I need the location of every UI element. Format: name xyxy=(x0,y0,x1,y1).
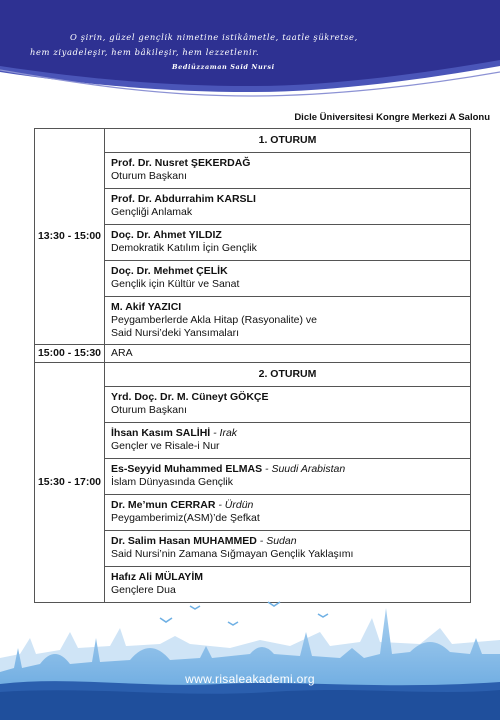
speaker-cell xyxy=(105,459,471,495)
speaker-topic: Oturum Başkanı xyxy=(111,170,187,182)
speaker-name: Es-Seyyid Muhammed ELMAS xyxy=(111,463,263,475)
speaker-cell xyxy=(105,387,471,423)
speaker-topic: Demokratik Katılım İçin Gençlik xyxy=(111,242,257,254)
speaker-name: Hafız Ali MÜLAYİM xyxy=(111,571,203,583)
break-row xyxy=(35,345,471,363)
speaker-country: - Suudi Arabistan xyxy=(262,463,346,475)
break-label: ARA xyxy=(105,345,471,363)
quote-line-1: O şirin, güzel gençlik nimetine istikâmetle, taatle şükretse, xyxy=(70,32,358,42)
session-header-row xyxy=(35,363,471,387)
quote-line-2: hem ziyadeleşir, hem bâkileşir, hem lezzetlenir. xyxy=(30,47,260,57)
session-2-time: 15:30 - 17:00 xyxy=(35,363,105,603)
speaker-cell xyxy=(105,189,471,225)
speaker-topic: Said Nursi’nin Zamana Sığmayan Gençlik Yaklaşımı xyxy=(111,548,354,560)
footer-skyline xyxy=(0,588,500,720)
break-time: 15:00 - 15:30 xyxy=(35,345,105,363)
speaker-country: - Irak xyxy=(210,427,238,439)
speaker-topic: Peygamberimiz(ASM)’de Şefkat xyxy=(111,512,260,524)
speaker-cell xyxy=(105,225,471,261)
speaker-cell xyxy=(105,153,471,189)
quote-author: Bediüzzaman Said Nursi xyxy=(172,63,275,71)
speaker-name: Prof. Dr. Abdurrahim KARSLI xyxy=(111,193,256,205)
venue-title: Dicle Üniversitesi Kongre Merkezi A Salonu xyxy=(294,112,490,123)
speaker-cell xyxy=(105,297,471,345)
quote xyxy=(30,30,495,75)
speaker-cell xyxy=(105,495,471,531)
speaker-cell xyxy=(105,261,471,297)
speaker-name: Dr. Me’mun CERRAR xyxy=(111,499,216,511)
speaker-country: - Sudan xyxy=(256,535,297,547)
speaker-name: Doç. Dr. Mehmet ÇELİK xyxy=(111,265,228,277)
header-banner xyxy=(0,0,500,110)
speaker-topic: Gençlik için Kültür ve Sanat xyxy=(111,278,240,290)
speaker-topic: Oturum Başkanı xyxy=(111,404,187,416)
speaker-topic: Peygamberlerde Akla Hitap (Rasyonalite) ve xyxy=(111,313,318,326)
session-1-time: 13:30 - 15:00 xyxy=(35,129,105,345)
speaker-topic: İslam Dünyasında Gençlik xyxy=(111,476,233,488)
speaker-name: Dr. Salim Hasan MUHAMMED xyxy=(111,535,257,547)
speaker-topic: Gençlere Dua xyxy=(111,584,176,596)
speaker-country: - Ürdün xyxy=(215,499,254,511)
speaker-topic: Gençler ve Risale-i Nur xyxy=(111,440,220,452)
speaker-name: İhsan Kasım SALİHİ xyxy=(111,427,211,439)
website-link[interactable]: www.risaleakademi.org xyxy=(185,672,315,686)
speaker-cell xyxy=(105,531,471,567)
speaker-name: M. Akif YAZICI xyxy=(111,300,182,313)
speaker-name: Yrd. Doç. Dr. M. Cüneyt GÖKÇE xyxy=(111,391,269,403)
schedule-table xyxy=(34,128,471,603)
speaker-topic-cont: Said Nursi’deki Yansımaları xyxy=(111,326,239,339)
speaker-name: Doç. Dr. Ahmet YILDIZ xyxy=(111,229,222,241)
speaker-name: Prof. Dr. Nusret ŞEKERDAĞ xyxy=(111,157,251,169)
speaker-topic: Gençliği Anlamak xyxy=(111,206,193,218)
session-header-row xyxy=(35,129,471,153)
session-2-title: 2. OTURUM xyxy=(105,363,471,387)
speaker-cell xyxy=(105,423,471,459)
city-skyline-illustration xyxy=(0,588,500,720)
session-1-title: 1. OTURUM xyxy=(105,129,471,153)
